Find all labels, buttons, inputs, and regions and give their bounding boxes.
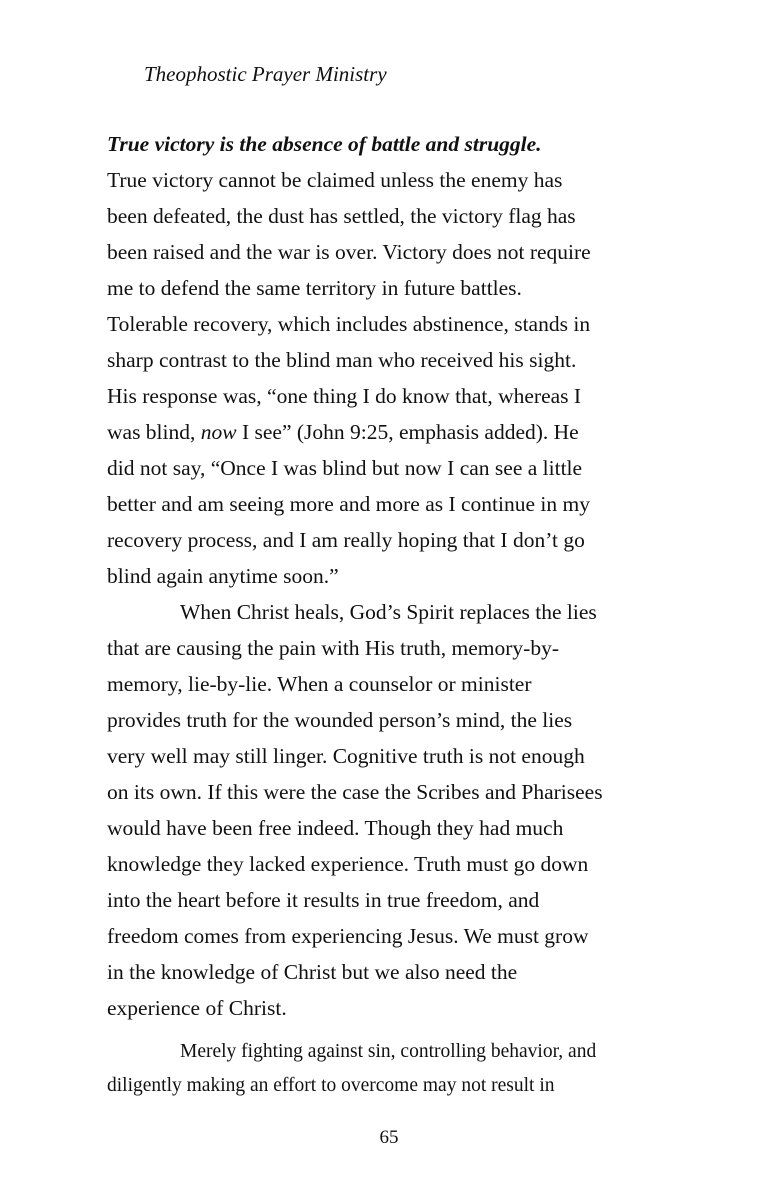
text-line: into the heart before it results in true freedom, and [107,888,540,912]
text-fragment: was blind, [107,420,201,444]
text-line: that are causing the pain with His truth, memory-by- [107,636,559,660]
text-line: experience of Christ. [107,996,287,1020]
text-line: diligently making an effort to overcome may not result in [107,1075,555,1096]
emphasis-word: now [200,420,237,444]
text-line: Tolerable recovery, which includes abstinence, stands in [107,312,591,336]
text-line: been raised and the war is over. Victory does not require [107,240,591,264]
text-line: blind again anytime soon.” [107,564,339,588]
text-line: True victory cannot be claimed unless the enemy has [107,168,563,192]
section-heading: True victory is the absence of battle and struggle. [107,132,542,156]
text-line: did not say, “Once I was blind but now I can see a little [107,456,583,480]
text-line: memory, lie-by-lie. When a counselor or minister [107,672,532,696]
text-line: been defeated, the dust has settled, the victory flag has [107,204,576,228]
text-line: knowledge they lacked experience. Truth must go down [107,852,589,876]
text-line: freedom comes from experiencing Jesus. We must grow [107,924,589,948]
running-header-title: Theophostic Prayer Ministry [144,62,387,86]
text-line: better and am seeing more and more as I continue in my [107,492,590,516]
text-line-with-emphasis [107,414,697,450]
body-text [107,126,697,1026]
text-line: recovery process, and I am really hoping that I don’t go [107,528,585,552]
text-line: in the knowledge of Christ but we also need the [107,960,518,984]
text-fragment: I see” (John 9:25, emphasis added). He [236,420,579,444]
text-line: sharp contrast to the blind man who received his sight. [107,348,577,372]
text-line: Merely fighting against sin, controlling behavior, and [180,1041,597,1062]
body-text-continued [107,1035,697,1103]
text-line: would have been free indeed. Though they had much [107,816,564,840]
text-line: When Christ heals, God’s Spirit replaces the lies [180,600,597,624]
text-line: very well may still linger. Cognitive truth is not enough [107,744,585,768]
text-line: provides truth for the wounded person’s mind, the lies [107,708,573,732]
text-line: His response was, “one thing I do know that, whereas I [107,384,582,408]
page-number: 65 [379,1127,399,1148]
text-line: me to defend the same territory in future battles. [107,276,522,300]
text-line: on its own. If this were the case the Scribes and Pharisees [107,780,603,804]
